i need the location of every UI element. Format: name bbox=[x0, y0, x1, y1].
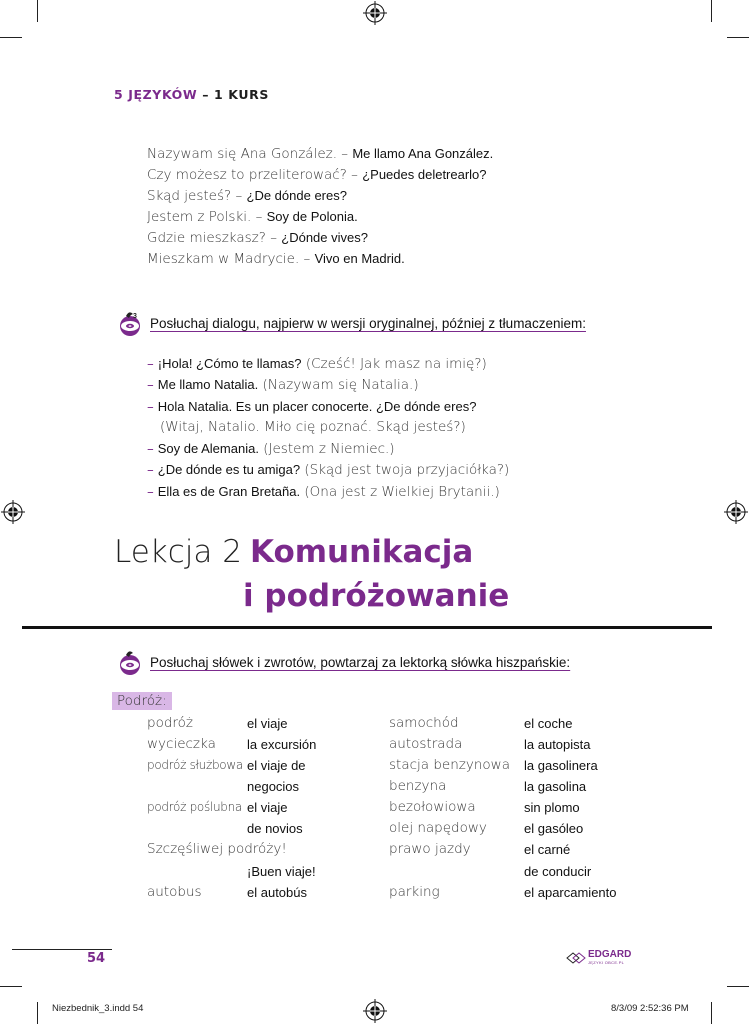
vocab-spanish: negocios bbox=[247, 779, 300, 794]
example-line bbox=[147, 206, 358, 228]
polish-text: (Cześć! Jak masz na imię?) bbox=[301, 356, 487, 372]
vocab-polish: wycieczka bbox=[147, 736, 216, 752]
slug-datetime: 8/3/09 2:52:36 PM bbox=[611, 1003, 689, 1014]
edgard-logo-icon bbox=[566, 952, 586, 964]
spanish-text: Soy de Alemania. bbox=[157, 441, 259, 456]
vocab-polish: samochód bbox=[389, 715, 459, 731]
vocab-polish: podróż służbowa bbox=[147, 758, 243, 772]
vocab-spanish: la gasolina bbox=[524, 779, 587, 794]
crop-mark bbox=[0, 37, 22, 38]
cd-audio-icon bbox=[116, 309, 144, 337]
vocab-polish: podróż bbox=[147, 715, 193, 731]
vocab-polish: olej napędowy bbox=[389, 820, 487, 836]
vocab-spanish: el viaje bbox=[247, 716, 288, 731]
spanish-text: Ella es de Gran Bretaña. bbox=[157, 484, 301, 499]
polish-text: Skąd jesteś? – bbox=[147, 188, 247, 204]
vocab-spanish: el aparcamiento bbox=[524, 885, 617, 900]
dialogue-dash: – bbox=[147, 441, 154, 457]
section-tag: Podróż: bbox=[112, 692, 172, 710]
spanish-text: ¿De dónde es tu amiga? bbox=[157, 462, 301, 477]
spanish-text: ¿Dónde vives? bbox=[281, 230, 368, 245]
lesson-title-line2: i podróżowanie bbox=[243, 578, 510, 614]
slug-filename: Niezbednik_3.indd 54 bbox=[52, 1003, 144, 1014]
crop-mark bbox=[0, 986, 22, 987]
polish-text: (Witaj, Natalio. Miło cię poznać. Skąd jesteś?) bbox=[160, 419, 466, 435]
vocab-spanish: el viaje bbox=[247, 800, 288, 815]
footer-rule bbox=[12, 949, 112, 950]
dialogue-line bbox=[147, 374, 419, 396]
dialogue-dash: – bbox=[147, 356, 154, 372]
vocab-spanish: de conducir bbox=[524, 864, 592, 879]
spanish-text: Me llamo Natalia. bbox=[157, 377, 259, 392]
vocab-polish: autobus bbox=[147, 884, 202, 900]
dialogue-line bbox=[160, 417, 466, 438]
crop-mark bbox=[727, 37, 749, 38]
example-line bbox=[147, 164, 487, 186]
vocab-polish: parking bbox=[389, 884, 440, 900]
crop-mark bbox=[37, 0, 38, 22]
dialogue-line bbox=[147, 459, 509, 481]
polish-text: Mieszkam w Madrycie. – bbox=[147, 251, 315, 267]
vocab-spanish: de novios bbox=[247, 821, 303, 836]
running-header bbox=[114, 87, 269, 102]
example-line bbox=[147, 227, 368, 249]
instruction-text: Posłuchaj dialogu, najpierw w wersji oryginalnej, później z tłumaczeniem: bbox=[150, 315, 586, 331]
cd-audio-icon bbox=[116, 648, 144, 676]
spanish-text: ¿Puedes deletrearlo? bbox=[362, 167, 487, 182]
spanish-text: ¿De dónde eres? bbox=[246, 188, 347, 203]
polish-text: (Jestem z Niemiec.) bbox=[258, 441, 395, 457]
vocab-polish: Szczęśliwej podróży! bbox=[147, 841, 287, 857]
polish-text: Jestem z Polski. – bbox=[147, 209, 267, 225]
polish-text: Czy możesz to przeliterować? – bbox=[147, 167, 363, 183]
instruction-text: Posłuchaj słówek i zwrotów, powtarzaj za lektorką słówka hiszpańskie: bbox=[150, 654, 571, 670]
vocab-spanish: la gasolinera bbox=[524, 758, 598, 773]
crop-mark bbox=[711, 1002, 712, 1024]
audio-instruction bbox=[116, 309, 586, 337]
vocab-polish: podróż poślubna bbox=[147, 800, 242, 814]
vocab-spanish: el coche bbox=[524, 716, 573, 731]
crop-mark bbox=[37, 1002, 38, 1024]
vocab-spanish: el carné bbox=[524, 842, 571, 857]
registration-mark-icon bbox=[363, 999, 387, 1023]
spanish-text: ¡Hola! ¿Cómo te llamas? bbox=[157, 356, 302, 371]
polish-text: (Skąd jest twoja przyjaciółka?) bbox=[300, 462, 510, 478]
dialogue-line bbox=[147, 481, 500, 503]
spanish-text: Vivo en Madrid. bbox=[314, 251, 405, 266]
vocab-spanish: el gasóleo bbox=[524, 821, 584, 836]
polish-text: Gdzie mieszkasz? – bbox=[147, 230, 282, 246]
header-rest: – 1 KURS bbox=[197, 87, 269, 102]
publisher-logo bbox=[566, 950, 631, 965]
registration-mark-icon bbox=[724, 500, 748, 524]
dialogue-dash: – bbox=[147, 377, 154, 393]
lesson-number: Lekcja 2 bbox=[114, 534, 242, 570]
audio-instruction bbox=[116, 648, 570, 676]
vocab-spanish: sin plomo bbox=[524, 800, 580, 815]
logo-subtitle: JĘZYKI OBCE.PL bbox=[588, 960, 625, 965]
crop-mark bbox=[727, 986, 749, 987]
crop-mark bbox=[711, 0, 712, 22]
vocab-polish: autostrada bbox=[389, 736, 463, 752]
dialogue-line bbox=[147, 438, 395, 460]
lesson-title bbox=[114, 534, 473, 570]
vocab-polish: stacja benzynowa bbox=[389, 757, 510, 773]
polish-text: (Ona jest z Wielkiej Brytanii.) bbox=[300, 484, 500, 500]
vocab-spanish: el viaje de bbox=[247, 758, 306, 773]
dialogue-dash: – bbox=[147, 399, 154, 415]
vocab-polish: benzyna bbox=[389, 778, 447, 794]
svg-text:3: 3 bbox=[133, 313, 137, 320]
dialogue-line bbox=[147, 396, 476, 418]
spanish-text: Hola Natalia. Es un placer conocerte. ¿De dónde eres? bbox=[157, 399, 477, 414]
vocab-spanish: la excursión bbox=[247, 737, 317, 752]
title-rule bbox=[22, 626, 712, 629]
spanish-text: Me llamo Ana González. bbox=[352, 146, 494, 161]
page-number: 54 bbox=[87, 951, 106, 966]
vocab-polish: prawo jazdy bbox=[389, 841, 471, 857]
registration-mark-icon bbox=[363, 1, 387, 25]
logo-brand: EDGARD bbox=[588, 949, 632, 960]
vocab-spanish: ¡Buen viaje! bbox=[247, 864, 316, 879]
polish-text: (Nazywam się Natalia.) bbox=[258, 377, 419, 393]
registration-mark-icon bbox=[1, 500, 25, 524]
spanish-text: Soy de Polonia. bbox=[266, 209, 358, 224]
dialogue-dash: – bbox=[147, 484, 154, 500]
dialogue-dash: – bbox=[147, 462, 154, 478]
example-line bbox=[147, 185, 347, 207]
vocab-polish: bezołowiowa bbox=[389, 799, 476, 815]
example-line bbox=[147, 248, 405, 270]
example-line bbox=[147, 143, 493, 165]
header-accent: 5 JĘZYKÓW bbox=[114, 87, 198, 102]
vocab-spanish: el autobús bbox=[247, 885, 307, 900]
lesson-title-line1: Komunikacja bbox=[249, 534, 474, 570]
dialogue-line bbox=[147, 353, 487, 375]
vocab-spanish: la autopista bbox=[524, 737, 591, 752]
polish-text: Nazywam się Ana González. – bbox=[147, 146, 353, 162]
